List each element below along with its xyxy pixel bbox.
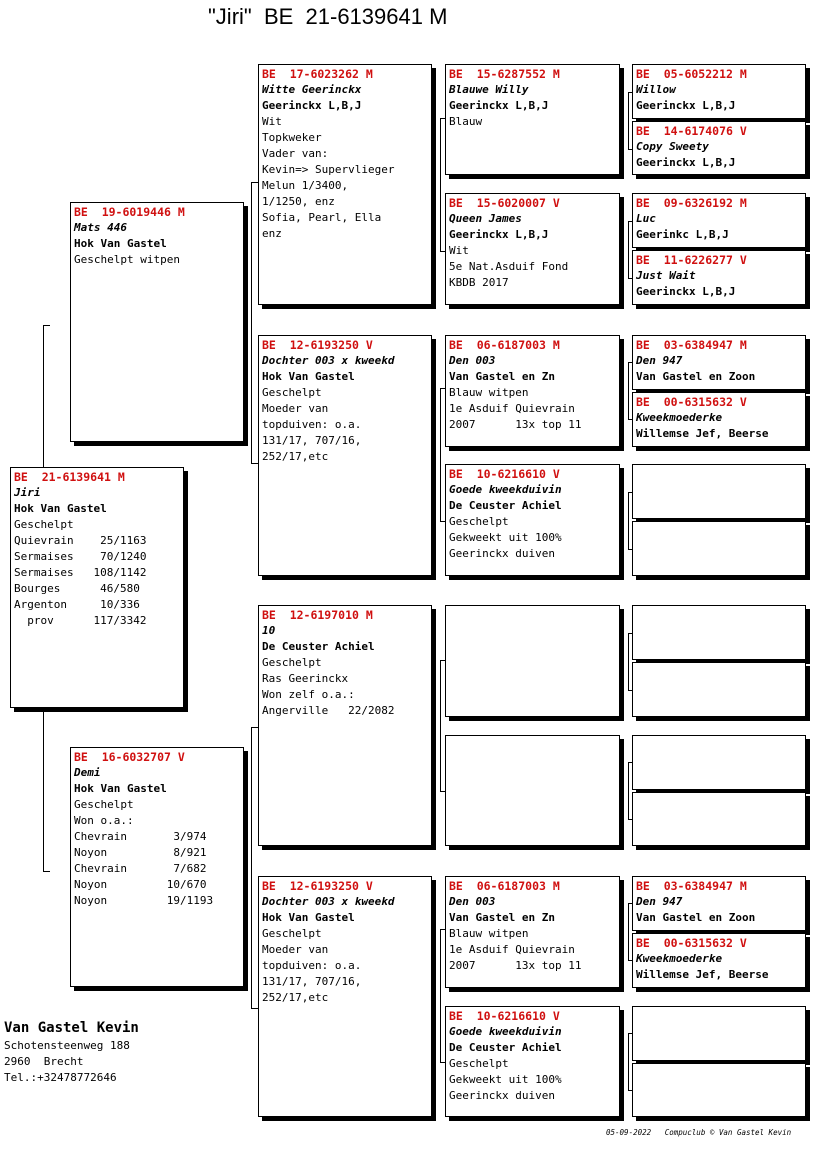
owner: Hok Van Gastel (74, 237, 167, 250)
pigeon-name: Den 003 (449, 895, 496, 908)
info-line: Moeder van (262, 943, 329, 956)
pigeon-card-sds (445, 335, 620, 447)
owner: De Ceuster Achiel (449, 1041, 562, 1054)
pigeon-card-dds (445, 876, 620, 988)
owner: Geerinckx L,B,J (262, 99, 362, 112)
info-line: Noyon 19/1193 (74, 894, 214, 907)
pigeon-card-ssd (445, 193, 620, 305)
owner: De Ceuster Achiel (262, 640, 375, 653)
pigeon-card-ssdd (632, 250, 806, 305)
pigeon-name: Blauwe Willy (449, 83, 529, 96)
ring-number: BE 15-6287552 M (449, 67, 560, 81)
pigeon-card-sddd (632, 521, 806, 576)
pigeon-name: Dochter 003 x kweekd (262, 895, 395, 908)
info-line: Blauw witpen (449, 386, 529, 399)
pigeon-card-sd (258, 335, 432, 576)
info-line: Vader van: (262, 147, 329, 160)
pigeon-name: Just Wait (636, 269, 696, 282)
ring-number: BE 12-6193250 V (262, 338, 373, 352)
pigeon-name: Luc (636, 212, 656, 225)
owner: Hok Van Gastel (14, 502, 107, 515)
pigeon-card-dsds (632, 735, 806, 790)
info-line: enz (262, 227, 282, 240)
ring-number: BE 06-6187003 M (449, 879, 560, 893)
owner: Geerinckx L,B,J (636, 156, 736, 169)
info-line: Quievrain 25/1163 (14, 534, 147, 547)
pigeon-name: Den 947 (636, 895, 683, 908)
info-line: 2007 13x top 11 (449, 418, 582, 431)
pigeon-name: Kweekmoederke (636, 952, 723, 965)
breeder-info (4, 1018, 139, 1086)
ring-number: BE 19-6019446 M (74, 205, 185, 219)
owner: Willemse Jef, Beerse (636, 968, 769, 981)
info-line: topduiven: o.a. (262, 959, 362, 972)
info-line: Blauw witpen (449, 927, 529, 940)
pigeon-name: 10 (262, 624, 276, 637)
pigeon-card-ssds (632, 193, 806, 248)
owner: Hok Van Gastel (262, 911, 355, 924)
info-line: 1e Asduif Quievrain (449, 402, 575, 415)
owner: Hok Van Gastel (262, 370, 355, 383)
info-line: Melun 1/3400, (262, 179, 349, 192)
pigeon-card-sssd (632, 121, 806, 175)
pigeon-name: Goede kweekduivin (449, 483, 562, 496)
pigeon-card-sdss (632, 335, 806, 390)
pigeon-card-ddds (632, 1006, 806, 1061)
ring-number: BE 14-6174076 V (636, 124, 747, 138)
ring-number: BE 03-6384947 M (636, 879, 747, 893)
info-line: Sofia, Pearl, Ella (262, 211, 382, 224)
pigeon-card-ss (258, 64, 432, 305)
info-line: Geschelpt (262, 386, 322, 399)
info-line: 1/1250, enz (262, 195, 335, 208)
ring-number: BE 10-6216610 V (449, 1009, 560, 1023)
info-line: Chevrain 7/682 (74, 862, 207, 875)
ring-number: BE 17-6023262 M (262, 67, 373, 81)
breeder-address: Schotensteenweg 188 (4, 1039, 130, 1052)
pigeon-card-sss (445, 64, 620, 175)
owner: Van Gastel en Zn (449, 911, 555, 924)
info-line: Blauw (449, 115, 483, 128)
pigeon-card-ssss (632, 64, 806, 119)
pigeon-card-dss (445, 605, 620, 717)
info-line: topduiven: o.a. (262, 418, 362, 431)
footer-credit: 05-09-2022 Compuclub © Van Gastel Kevin (606, 1128, 792, 1137)
info-line: Geerinckx duiven (449, 547, 555, 560)
pigeon-name: Copy Sweety (636, 140, 709, 153)
info-line: Geerinckx duiven (449, 1089, 555, 1102)
info-line: Geschelpt (449, 1057, 509, 1070)
connector-dam (251, 727, 258, 1009)
pigeon-card-dsss (632, 605, 806, 660)
info-line: Won o.a.: (74, 814, 134, 827)
info-line: Wit (449, 244, 469, 257)
info-line: Ras Geerinckx (262, 672, 349, 685)
ring-number: BE 11-6226277 V (636, 253, 747, 267)
ring-number: BE 21-6139641 M (14, 470, 125, 484)
owner: Van Gastel en Zn (449, 370, 555, 383)
info-line: Geschelpt (74, 798, 134, 811)
pigeon-name: Willow (636, 83, 676, 96)
breeder-name: Van Gastel Kevin (4, 1020, 139, 1036)
ring-number: BE 00-6315632 V (636, 936, 747, 950)
owner: Van Gastel en Zoon (636, 911, 756, 924)
owner: Van Gastel en Zoon (636, 370, 756, 383)
owner: Geerinckx L,B,J (449, 228, 549, 241)
pigeon-name: Kweekmoederke (636, 411, 723, 424)
info-line: Gekweekt uit 100% (449, 531, 562, 544)
pigeon-card-ddd (445, 1006, 620, 1117)
ring-number: BE 12-6193250 V (262, 879, 373, 893)
owner: Geerinkc L,B,J (636, 228, 729, 241)
info-line: Won zelf o.a.: (262, 688, 355, 701)
pigeon-card-sdsd (632, 392, 806, 447)
ring-number: BE 15-6020007 V (449, 196, 560, 210)
info-line: Kevin=> Supervlieger (262, 163, 395, 176)
info-line: Angerville 22/2082 (262, 704, 395, 717)
info-line: Geschelpt (262, 927, 322, 940)
info-line: Sermaises 70/1240 (14, 550, 147, 563)
info-line: Geschelpt (449, 515, 509, 528)
pigeon-card-subject (10, 467, 184, 708)
pigeon-name: Dochter 003 x kweekd (262, 354, 395, 367)
connector-sire (251, 182, 258, 464)
info-line: prov 117/3342 (14, 614, 147, 627)
pigeon-name: Jiri (14, 486, 41, 499)
ring-number: BE 12-6197010 M (262, 608, 373, 622)
ring-number: BE 03-6384947 M (636, 338, 747, 352)
info-line: 1e Asduif Quievrain (449, 943, 575, 956)
pigeon-name: Goede kweekduivin (449, 1025, 562, 1038)
info-line: Noyon 10/670 (74, 878, 207, 891)
pigeon-name: Den 947 (636, 354, 683, 367)
info-line: 131/17, 707/16, (262, 434, 362, 447)
pigeon-name: Witte Geerinckx (262, 83, 362, 96)
info-line: 5e Nat.Asduif Fond (449, 260, 569, 273)
pigeon-card-dddd (632, 1063, 806, 1117)
owner: Geerinckx L,B,J (449, 99, 549, 112)
owner: Geerinckx L,B,J (636, 99, 736, 112)
owner: Geerinckx L,B,J (636, 285, 736, 298)
owner: Hok Van Gastel (74, 782, 167, 795)
pigeon-card-dam (70, 747, 244, 987)
pigeon-card-ddss (632, 876, 806, 931)
pigeon-card-dd (258, 876, 432, 1117)
info-line: Chevrain 3/974 (74, 830, 207, 843)
info-line: Sermaises 108/1142 (14, 566, 147, 579)
pigeon-name: Queen James (449, 212, 522, 225)
info-line: Geschelpt witpen (74, 253, 180, 266)
info-line: Gekweekt uit 100% (449, 1073, 562, 1086)
pigeon-card-sdd (445, 464, 620, 576)
page-title: "Jiri" BE 21-6139641 M (208, 4, 448, 29)
info-line: Argenton 10/336 (14, 598, 140, 611)
pigeon-card-dsdd (632, 792, 806, 846)
pigeon-name: Den 003 (449, 354, 496, 367)
info-line: Geschelpt (14, 518, 74, 531)
ring-number: BE 16-6032707 V (74, 750, 185, 764)
breeder-city: 2960 Brecht (4, 1055, 84, 1068)
info-line: Topkweker (262, 131, 322, 144)
info-line: 2007 13x top 11 (449, 959, 582, 972)
info-line: Noyon 8/921 (74, 846, 207, 859)
ring-number: BE 10-6216610 V (449, 467, 560, 481)
info-line: 131/17, 707/16, (262, 975, 362, 988)
pigeon-card-ddsd (632, 933, 806, 988)
ring-number: BE 06-6187003 M (449, 338, 560, 352)
info-line: 252/17,etc (262, 450, 329, 463)
owner: De Ceuster Achiel (449, 499, 562, 512)
pigeon-card-ds (258, 605, 432, 846)
info-line: Geschelpt (262, 656, 322, 669)
ring-number: BE 00-6315632 V (636, 395, 747, 409)
pigeon-card-dssd (632, 662, 806, 717)
pigeon-card-sire (70, 202, 244, 442)
pigeon-name: Mats 446 (74, 221, 127, 234)
info-line: Moeder van (262, 402, 329, 415)
breeder-phone: Tel.:+32478772646 (4, 1071, 117, 1084)
pigeon-card-sdds (632, 464, 806, 519)
info-line: KBDB 2017 (449, 276, 509, 289)
owner: Willemse Jef, Beerse (636, 427, 769, 440)
info-line: 252/17,etc (262, 991, 329, 1004)
ring-number: BE 09-6326192 M (636, 196, 747, 210)
ring-number: BE 05-6052212 M (636, 67, 747, 81)
info-line: Bourges 46/580 (14, 582, 140, 595)
pigeon-name: Demi (74, 766, 101, 779)
pigeon-card-dsd (445, 735, 620, 846)
info-line: Wit (262, 115, 282, 128)
